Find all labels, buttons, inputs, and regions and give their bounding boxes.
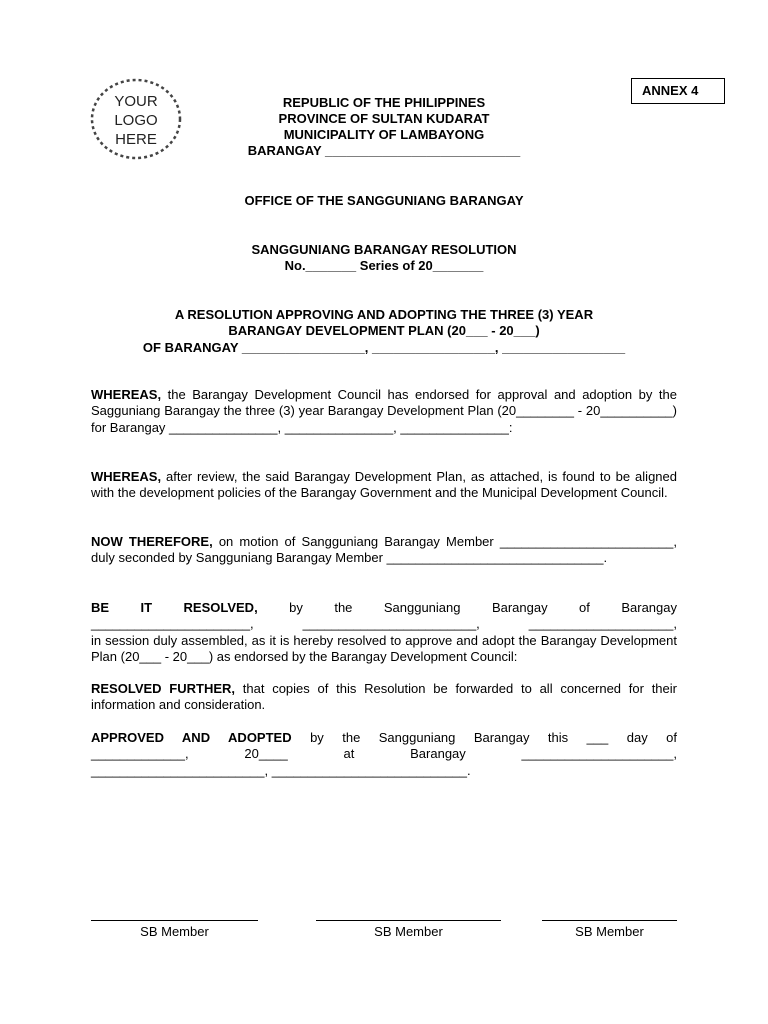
whereas-paragraph-2 [91, 469, 677, 502]
resolved-further-paragraph [91, 681, 677, 714]
be-it-resolved-line-2: ______________________, ________________________, ____________________, [91, 616, 677, 632]
resolution-title: SANGGUNIANG BARANGAY RESOLUTION [251, 242, 517, 257]
signature-line [316, 920, 501, 921]
be-it-resolved-paragraph [91, 600, 677, 665]
whereas-1-text: the Barangay Development Council has endorsed for approval and adoption by the Sagguniang Barangay the three (3) year Barangay Development Plan (20________ - 20__________) for Barangay _______________, _______________, _______________: [91, 387, 677, 435]
header-republic: REPUBLIC OF THE PHILIPPINES [282, 95, 486, 110]
approved-line-3: ________________________, ___________________________. [91, 762, 471, 778]
whereas-2-text: after review, the said Barangay Development Plan, as attached, is found to be aligned with the development policies of the Barangay Government and the Municipal Development Council. [91, 469, 677, 501]
approved-line-1-text: by the Sangguniang Barangay this ___ day of [310, 730, 677, 745]
approved-lead: APPROVED AND ADOPTED [91, 730, 292, 745]
signatory-label: SB Member [140, 924, 209, 939]
be-it-resolved-line-1-text: by the Sangguniang Barangay of Barangay [289, 600, 677, 615]
subject-line-1: A RESOLUTION APPROVING AND ADOPTING THE THREE (3) YEAR [174, 307, 594, 322]
signatory-label: SB Member [374, 924, 443, 939]
signature-block-1 [91, 920, 258, 939]
logo-line-3: HERE [115, 131, 157, 148]
subject-line-2: BARANGAY DEVELOPMENT PLAN (20___ - 20___) [228, 323, 540, 338]
signature-line [91, 920, 258, 921]
whereas-2-lead: WHEREAS, [91, 469, 162, 484]
logo-line-2: LOGO [114, 112, 158, 129]
logo-line-1: YOUR [114, 93, 158, 110]
header-municipality: MUNICIPALITY OF LAMBAYONG [283, 127, 485, 142]
signatory-label: SB Member [575, 924, 644, 939]
now-therefore-paragraph [91, 534, 677, 567]
whereas-paragraph-1 [91, 387, 677, 436]
subject-line-3: OF BARANGAY _________________, _________________, _________________ [142, 340, 626, 355]
approved-line-1 [91, 730, 677, 746]
header-barangay: BARANGAY ___________________________ [247, 143, 521, 158]
now-therefore-lead: NOW THEREFORE, [91, 534, 213, 549]
resolved-further-lead: RESOLVED FURTHER, [91, 681, 236, 696]
be-it-resolved-lead: BE IT RESOLVED, [91, 600, 258, 615]
whereas-1-lead: WHEREAS, [91, 387, 162, 402]
resolved-further-text: that copies of this Resolution be forwarded to all concerned for their information and consideration. [91, 681, 677, 713]
header-province: PROVINCE OF SULTAN KUDARAT [278, 111, 490, 126]
approved-paragraph [91, 730, 677, 779]
office-title: OFFICE OF THE SANGGUNIANG BARANGAY [244, 193, 524, 208]
approved-line-2: _____________, 20____ at Barangay _____________________, [91, 746, 677, 762]
signature-block-2 [316, 920, 501, 939]
signature-block-3 [542, 920, 677, 939]
resolution-number: No._______ Series of 20_______ [284, 258, 484, 273]
signature-line [542, 920, 677, 921]
be-it-resolved-line-1 [91, 600, 677, 616]
annex-label: ANNEX 4 [631, 78, 725, 104]
now-therefore-text: on motion of Sangguniang Barangay Member ________________________, duly seconded by Sangguniang Barangay Member ______________________________. [91, 534, 677, 566]
be-it-resolved-text: in session duly assembled, as it is hereby resolved to approve and adopt the Barangay Development Plan (20___ - 20___) as endorsed by the Barangay Development Council: [91, 632, 677, 664]
